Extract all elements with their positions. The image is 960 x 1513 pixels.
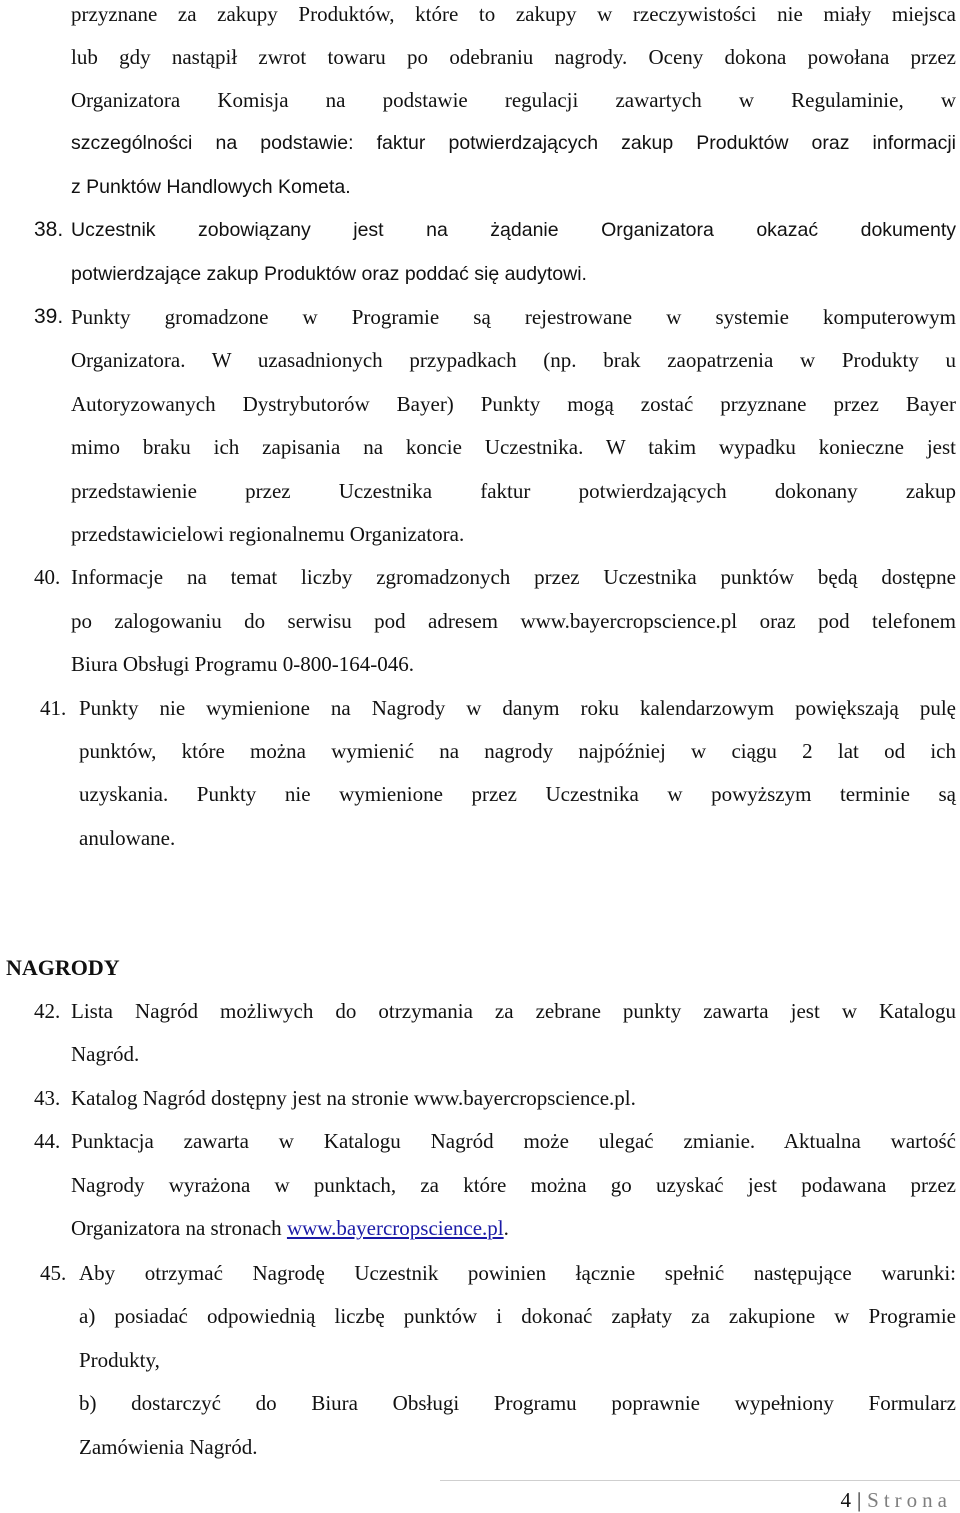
item-number: 44. — [34, 1129, 61, 1153]
item-41-line: Punkty nie wymienione na Nagrody w danym roku kalendarzowym powiększają pulę — [79, 696, 956, 720]
item-39-line: Punkty gromadzone w Programie są rejestrowane w systemie komputerowym — [71, 305, 956, 329]
item-39-line: Autoryzowanych Dystrybutorów Bayer) Punkty mogą zostać przyznane przez Bayer — [71, 392, 956, 416]
footer-separator: | — [856, 1488, 862, 1512]
item-number: 39. — [34, 305, 64, 328]
item-41-line: punktów, które można wymienić na nagrody najpóźniej w ciągu 2 lat od ich — [79, 739, 956, 763]
item-number: 40. — [34, 565, 61, 589]
item-number: 43. — [34, 1086, 61, 1110]
item-39-line: Organizatora. W uzasadnionych przypadkach (np. brak zaopatrzenia w Produkty u — [71, 348, 956, 372]
item-43-line: Katalog Nagród dostępny jest na stronie www.bayercropscience.pl. — [71, 1086, 636, 1110]
item-45-line: Zamówienia Nagród. — [79, 1435, 258, 1459]
item-39-line: przedstawienie przez Uczestnika faktur potwierdzających dokonany zakup — [71, 479, 956, 503]
item-45-line: b) dostarczyć do Biura Obsługi Programu poprawnie wypełniony Formularz — [79, 1391, 956, 1415]
item-45-line: Aby otrzymać Nagrodę Uczestnik powinien łącznie spełnić następujące warunki: — [79, 1261, 956, 1285]
item-45-line: a) posiadać odpowiednią liczbę punktów i dokonać zapłaty za zakupione w Programie — [79, 1304, 956, 1328]
item-41-line: uzyskania. Punkty nie wymienione przez Uczestnika w powyższym terminie są — [79, 782, 956, 806]
item-44-period: . — [503, 1216, 509, 1240]
item-42-line: Lista Nagród możliwych do otrzymania za zebrane punkty zawarta jest w Katalogu — [71, 999, 956, 1023]
item-number: 41. — [40, 696, 67, 720]
item-42-line: Nagród. — [71, 1042, 140, 1066]
page-label: Strona — [867, 1488, 952, 1512]
intro-line: lub gdy nastąpił zwrot towaru po odebraniu nagrody. Oceny dokona powołana przez — [71, 45, 956, 69]
item-39-line: mimo braku ich zapisania na koncie Uczestnika. W takim wypadku konieczne jest — [71, 435, 956, 459]
item-number: 45. — [40, 1261, 67, 1285]
item-39-line: przedstawicielowi regionalnemu Organizatora. — [71, 522, 465, 546]
item-44-line: Nagrody wyrażona w punktach, za które można go uzyskać jest podawana przez — [71, 1173, 956, 1197]
item-38-line: potwierdzające zakup Produktów oraz poddać się audytowi. — [71, 263, 587, 285]
intro-line: Organizatora Komisja na podstawie regulacji zawartych w Regulaminie, w — [71, 88, 956, 112]
item-44-line: Punktacja zawarta w Katalogu Nagród może ulegać zmianie. Aktualna wartość — [71, 1129, 956, 1153]
item-40-line: Informacje na temat liczby zgromadzonych przez Uczestnika punktów będą dostępne — [71, 565, 956, 589]
intro-line: przyznane za zakupy Produktów, które to zakupy w rzeczywistości nie miały miejsca — [71, 2, 956, 26]
intro-line: z Punktów Handlowych Kometa. — [71, 176, 351, 198]
item-38-line: Uczestnik zobowiązany jest na żądanie Organizatora okazać dokumenty — [71, 219, 956, 241]
footer-divider — [440, 1480, 960, 1481]
item-44-text: Organizatora na stronach — [71, 1216, 282, 1240]
page-footer — [840, 1487, 952, 1513]
page-number: 4 — [840, 1488, 851, 1512]
intro-line: szczególności na podstawie: faktur potwierdzających zakup Produktów oraz informacji — [71, 132, 956, 154]
item-40-line: Biura Obsługi Programu 0-800-164-046. — [71, 652, 414, 676]
bayercropscience-link[interactable]: www.bayercropscience.pl — [286, 1216, 504, 1240]
item-41-line: anulowane. — [79, 826, 176, 850]
item-number: 38. — [34, 218, 64, 241]
item-45-line: Produkty, — [79, 1348, 160, 1372]
item-40-line: po zalogowaniu do serwisu pod adresem www.bayercropscience.pl oraz pod telefonem — [71, 609, 956, 633]
item-44-line — [71, 1215, 509, 1241]
section-heading: NAGRODY — [6, 955, 120, 980]
item-number: 42. — [34, 999, 61, 1023]
